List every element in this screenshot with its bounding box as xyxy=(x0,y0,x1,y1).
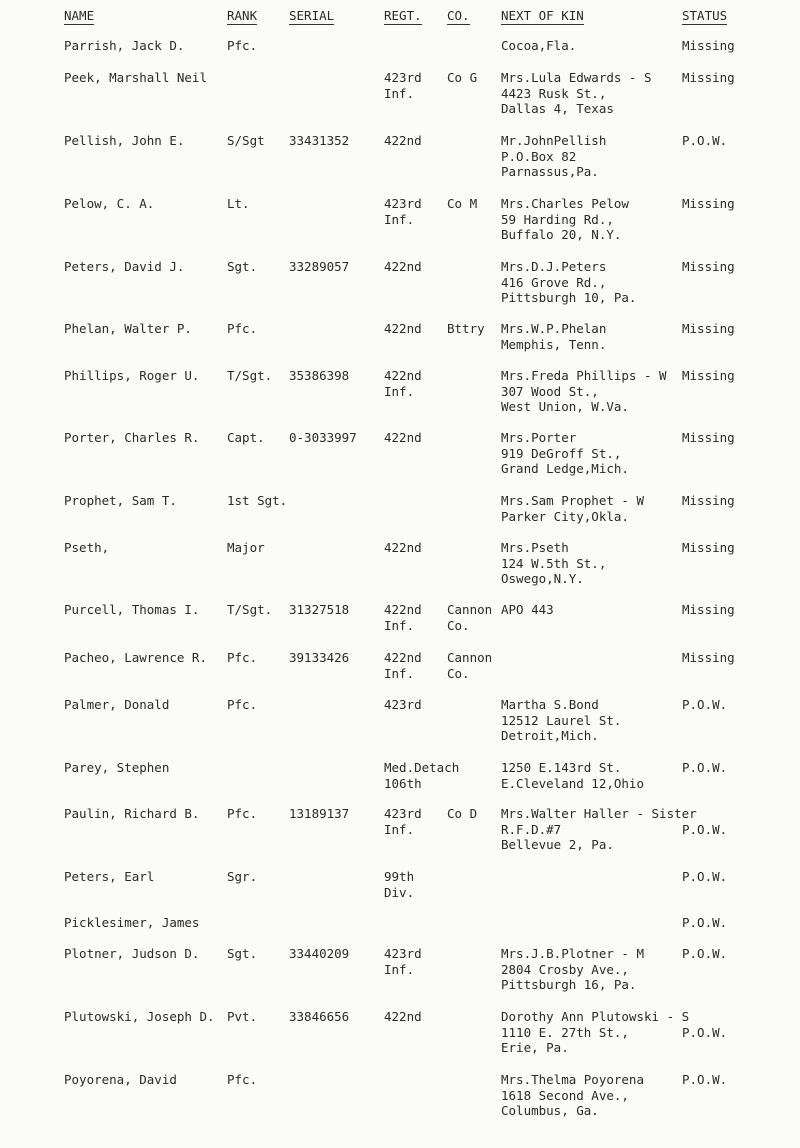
row-1-rank: Pfc. xyxy=(227,38,258,53)
row-1-kin: Cocoa,Fla. xyxy=(501,38,577,53)
row-2-kin: Mrs.Lula Edwards - S 4423 Rusk St., Dallas 4, Texas xyxy=(501,70,652,117)
row-16-name: Peters, Earl xyxy=(64,869,155,884)
header-name: NAME xyxy=(64,8,95,23)
row-3-serial: 33431352 xyxy=(289,133,350,148)
row-8-regt: 422nd xyxy=(384,430,422,445)
row-9-kin: Mrs.Sam Prophet - W Parker City,Okla. xyxy=(501,493,644,524)
row-11-name: Purcell, Thomas I. xyxy=(64,602,200,617)
row-11-rank: T/Sgt. xyxy=(227,602,273,617)
row-16-rank: Sgr. xyxy=(227,869,258,884)
row-6-co: Bttry xyxy=(447,321,485,336)
row-10-rank: Major xyxy=(227,540,265,555)
row-4-kin: Mrs.Charles Pelow 59 Harding Rd., Buffalo 20, N.Y. xyxy=(501,196,629,243)
row-18-serial: 33440209 xyxy=(289,946,350,961)
header-serial: SERIAL xyxy=(289,8,335,23)
row-20-name: Poyorena, David xyxy=(64,1072,177,1087)
header-status: STATUS xyxy=(682,8,728,23)
header-rank: RANK xyxy=(227,8,258,23)
row-15-name: Paulin, Richard B. xyxy=(64,806,200,821)
row-15-rank: Pfc. xyxy=(227,806,258,821)
row-10-kin: Mrs.Pseth 124 W.5th St., Oswego,N.Y. xyxy=(501,540,607,587)
row-17-name: Picklesimer, James xyxy=(64,915,200,930)
row-5-regt: 422nd xyxy=(384,259,422,274)
row-6-status: Missing xyxy=(682,321,735,336)
row-2-name: Peek, Marshall Neil xyxy=(64,70,207,85)
row-6-regt: 422nd xyxy=(384,321,422,336)
row-18-name: Plotner, Judson D. xyxy=(64,946,200,961)
row-3-kin: Mr.JohnPellish P.O.Box 82 Parnassus,Pa. xyxy=(501,133,607,180)
row-15-status: P.O.W. xyxy=(682,821,728,837)
row-7-regt: 422nd Inf. xyxy=(384,368,422,399)
row-19-status: P.O.W. xyxy=(682,1024,728,1040)
row-5-kin: Mrs.D.J.Peters 416 Grove Rd., Pittsburgh 10, Pa. xyxy=(501,259,637,306)
row-2-status: Missing xyxy=(682,70,735,85)
row-5-serial: 33289057 xyxy=(289,259,350,274)
row-19-rank: Pvt. xyxy=(227,1009,258,1024)
row-16-regt: 99th Div. xyxy=(384,869,415,900)
row-10-name: Pseth, xyxy=(64,540,110,555)
row-13-name: Palmer, Donald xyxy=(64,697,170,712)
row-13-rank: Pfc. xyxy=(227,697,258,712)
row-14-status: P.O.W. xyxy=(682,760,728,775)
row-15-regt: 423rd Inf. xyxy=(384,806,422,837)
row-2-regt: 423rd Inf. xyxy=(384,70,422,101)
row-11-regt: 422nd Inf. xyxy=(384,602,422,633)
row-20-rank: Pfc. xyxy=(227,1072,258,1087)
row-16-status: P.O.W. xyxy=(682,869,728,884)
header-co: CO. xyxy=(447,8,470,23)
row-18-kin: Mrs.J.B.Plotner - M 2804 Crosby Ave., Pittsburgh 16, Pa. xyxy=(501,946,644,993)
row-9-rank: 1st Sgt. xyxy=(227,493,288,508)
row-14-name: Parey, Stephen xyxy=(64,760,170,775)
row-19-regt: 422nd xyxy=(384,1009,422,1024)
row-14-kin: 1250 E.143rd St. E.Cleveland 12,Ohio xyxy=(501,760,644,791)
row-13-status: P.O.W. xyxy=(682,697,728,712)
row-12-name: Pacheo, Lawrence R. xyxy=(64,650,207,665)
row-3-rank: S/Sgt xyxy=(227,133,265,148)
row-20-status: P.O.W. xyxy=(682,1072,728,1087)
row-15-co: Co D xyxy=(447,806,478,821)
row-17-status: P.O.W. xyxy=(682,915,728,930)
row-15-kin: Mrs.Walter Haller - Sister R.F.D.#7 Bellevue 2, Pa. xyxy=(501,806,697,853)
row-14-regt: Med.Detach 106th xyxy=(384,760,460,791)
header-regt: REGT. xyxy=(384,8,422,23)
row-19-serial: 33846656 xyxy=(289,1009,350,1024)
row-10-status: Missing xyxy=(682,540,735,555)
row-15-serial: 13189137 xyxy=(289,806,350,821)
row-20-kin: Mrs.Thelma Poyorena 1618 Second Ave., Columbus, Ga. xyxy=(501,1072,644,1119)
header-next-of-kin: NEXT OF KIN xyxy=(501,8,584,23)
row-9-status: Missing xyxy=(682,493,735,508)
row-12-co: Cannon Co. xyxy=(447,650,493,681)
row-7-kin: Mrs.Freda Phillips - W 307 Wood St., West Union, W.Va. xyxy=(501,368,667,415)
row-3-name: Pellish, John E. xyxy=(64,133,185,148)
row-12-rank: Pfc. xyxy=(227,650,258,665)
row-9-name: Prophet, Sam T. xyxy=(64,493,177,508)
row-13-regt: 423rd xyxy=(384,697,422,712)
row-8-name: Porter, Charles R. xyxy=(64,430,200,445)
row-4-status: Missing xyxy=(682,196,735,211)
row-7-status: Missing xyxy=(682,368,735,383)
row-4-name: Pelow, C. A. xyxy=(64,196,155,211)
row-19-kin: Dorothy Ann Plutowski - S 1110 E. 27th St., Erie, Pa. xyxy=(501,1009,690,1056)
row-18-regt: 423rd Inf. xyxy=(384,946,422,977)
row-19-name: Plutowski, Joseph D. xyxy=(64,1009,215,1024)
row-8-status: Missing xyxy=(682,430,735,445)
row-11-status: Missing xyxy=(682,602,735,617)
row-6-name: Phelan, Walter P. xyxy=(64,321,192,336)
row-8-serial: 0-3033997 xyxy=(289,430,357,445)
row-6-rank: Pfc. xyxy=(227,321,258,336)
row-1-name: Parrish, Jack D. xyxy=(64,38,185,53)
row-7-rank: T/Sgt. xyxy=(227,368,273,383)
row-18-status: P.O.W. xyxy=(682,946,728,961)
row-4-rank: Lt. xyxy=(227,196,250,211)
row-12-regt: 422nd Inf. xyxy=(384,650,422,681)
row-1-status: Missing xyxy=(682,38,735,53)
row-8-kin: Mrs.Porter 919 DeGroff St., Grand Ledge,Mich. xyxy=(501,430,629,477)
row-5-status: Missing xyxy=(682,259,735,274)
row-8-rank: Capt. xyxy=(227,430,265,445)
row-3-regt: 422nd xyxy=(384,133,422,148)
row-18-rank: Sgt. xyxy=(227,946,258,961)
row-7-serial: 35386398 xyxy=(289,368,350,383)
row-13-kin: Martha S.Bond 12512 Laurel St. Detroit,Mich. xyxy=(501,697,622,744)
row-4-regt: 423rd Inf. xyxy=(384,196,422,227)
row-11-kin: APO 443 xyxy=(501,602,554,617)
row-12-status: Missing xyxy=(682,650,735,665)
row-4-co: Co M xyxy=(447,196,478,211)
row-5-rank: Sgt. xyxy=(227,259,258,274)
row-11-co: Cannon Co. xyxy=(447,602,493,633)
row-12-serial: 39133426 xyxy=(289,650,350,665)
row-2-co: Co G xyxy=(447,70,478,85)
row-7-name: Phillips, Roger U. xyxy=(64,368,200,383)
row-5-name: Peters, David J. xyxy=(64,259,185,274)
row-3-status: P.O.W. xyxy=(682,133,728,148)
row-11-serial: 31327518 xyxy=(289,602,350,617)
row-10-regt: 422nd xyxy=(384,540,422,555)
row-6-kin: Mrs.W.P.Phelan Memphis, Tenn. xyxy=(501,321,607,352)
